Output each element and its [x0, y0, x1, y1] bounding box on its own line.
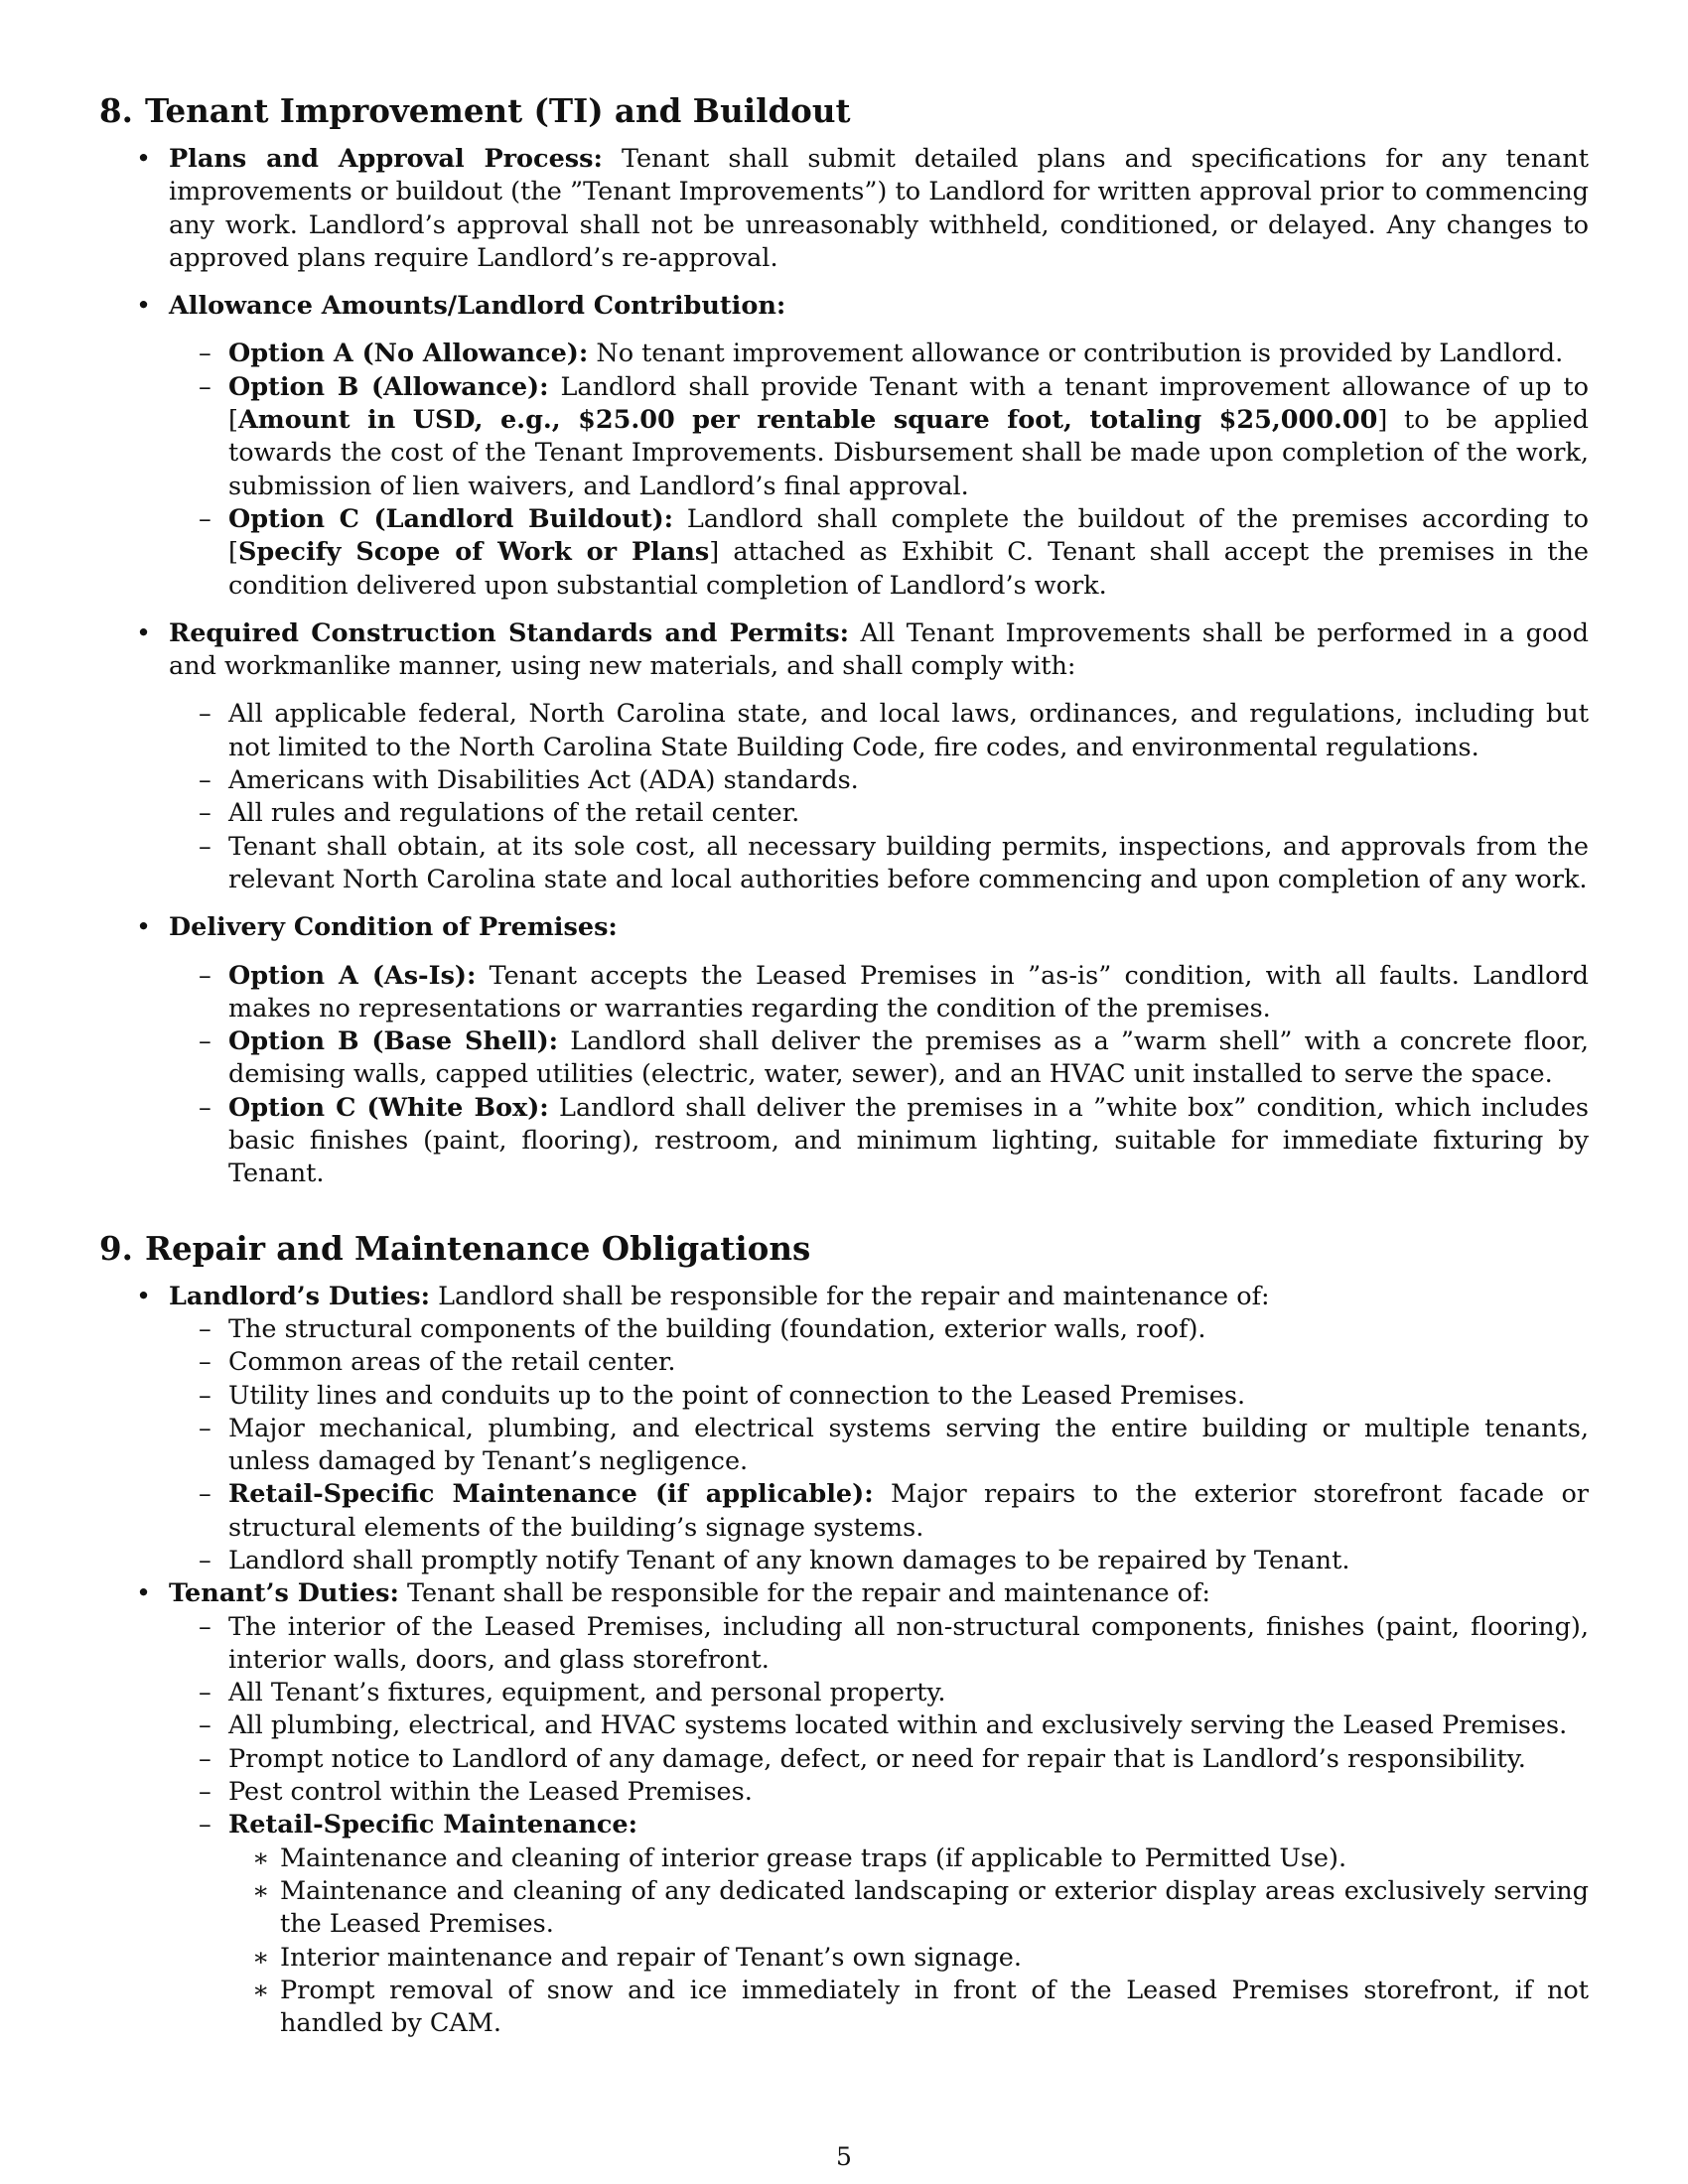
delivery-option-b-text: Landlord shall deliver the premises as a ”warm shell” with a concrete floor, demising walls, capped utilities (electric, water, sewer), and an HVAC unit installed to serve the space.: [228, 1026, 1589, 1090]
plans-approval-label: Plans and Approval Process:: [169, 144, 603, 174]
tenant-retail-maintenance: [169, 1809, 1589, 2040]
list-item: – Major mechanical, plumbing, and electrical systems serving the entire building or multiple tenants, unless damaged by Tenant’s negligence.: [169, 1413, 1589, 1479]
delivery-option-b: [169, 1025, 1589, 1092]
page-number: 5: [836, 2142, 852, 2171]
section-8-list: [99, 143, 1589, 1191]
allowance-option-c-scope: Specify Scope of Work or Plans: [237, 537, 710, 568]
allowance-option-b-text-cont: ] to be applied towards the cost of the Tenant Improvements. Disbursement shall be made upon completion of the work, submission of lien waivers, and Landlord’s final approval.: [228, 405, 1589, 501]
section-9-title: Repair and Maintenance Obligations: [145, 1228, 811, 1268]
standards-list: [169, 698, 1589, 896]
delivery-option-a-text: Tenant accepts the Leased Premises in ”as-is” condition, with all faults. Landlord makes no representations or warranties regarding the condition of the premises.: [228, 960, 1589, 1024]
list-item: – All plumbing, electrical, and HVAC systems located within and exclusively serving the Leased Premises.: [169, 1709, 1589, 1742]
list-item: – Prompt notice to Landlord of any damage, defect, or need for repair that is Landlord’s responsibility.: [169, 1743, 1589, 1776]
tenant-duties-label: Tenant’s Duties:: [169, 1578, 399, 1609]
list-item: ∗ Prompt removal of snow and ice immediately in front of the Leased Premises storefront, if not handled by CAM.: [228, 1975, 1589, 2041]
delivery-option-c-label: Option C (White Box):: [228, 1092, 549, 1123]
landlord-duties-item: [99, 1281, 1589, 1578]
delivery-option-a-label: Option A (As-Is):: [228, 960, 477, 991]
document-page: [99, 91, 1589, 2040]
standards-item: [99, 617, 1589, 896]
delivery-label: Delivery Condition of Premises:: [169, 912, 618, 943]
allowance-option-b-amount: Amount in USD, e.g., $25.00 per rentable square foot, totaling $25,000.00: [237, 405, 1378, 436]
list-item: – The interior of the Leased Premises, including all non-structural components, finishes (paint, flooring), interior walls, doors, and glass storefront.: [169, 1611, 1589, 1678]
list-item: ∗ Maintenance and cleaning of any dedicated landscaping or exterior display areas exclusively serving the Leased Premises.: [228, 1875, 1589, 1942]
tenant-duties-list: [169, 1611, 1589, 2041]
landlord-retail-label: Retail-Specific Maintenance (if applicable):: [228, 1479, 874, 1510]
list-item: – All rules and regulations of the retail center.: [169, 797, 1589, 830]
list-item: – Pest control within the Leased Premises.: [169, 1776, 1589, 1809]
landlord-retail-text: Major repairs to the exterior storefront facade or structural elements of the building’s signage systems.: [228, 1479, 1589, 1543]
plans-approval-text: Tenant shall submit detailed plans and specifications for any tenant improvements or buildout (the ”Tenant Improvements”) to Landlord for written approval prior to commencing any work. Landlord’s approval shall not be unreasonably withheld, conditioned, or delayed. Any changes to approved plans require Landlord’s re-approval.: [169, 144, 1589, 273]
section-9-number: 9.: [99, 1228, 133, 1268]
allowance-option-a: [169, 338, 1589, 370]
allowance-option-b-text: Landlord shall provide Tenant with a tenant improvement allowance of up to [: [228, 371, 1589, 436]
plans-approval-item: [99, 143, 1589, 275]
list-item: – The structural components of the building (foundation, exterior walls, roof).: [169, 1313, 1589, 1346]
landlord-duties-list: [169, 1313, 1589, 1577]
allowance-option-b: [169, 371, 1589, 503]
list-item: – Landlord shall promptly notify Tenant of any known damages to be repaired by Tenant.: [169, 1545, 1589, 1577]
list-item: – All Tenant’s fixtures, equipment, and personal property.: [169, 1677, 1589, 1709]
allowance-label: Allowance Amounts/Landlord Contribution:: [169, 291, 786, 322]
list-item: – Common areas of the retail center.: [169, 1346, 1589, 1379]
allowance-option-c-text-cont: ] attached as Exhibit C. Tenant shall accept the premises in the condition delivered upon substantial completion of Landlord’s work.: [228, 537, 1589, 601]
list-item: – Tenant shall obtain, at its sole cost, all necessary building permits, inspections, and approvals from the relevant North Carolina state and local authorities before commencing and upon completion of any work.: [169, 831, 1589, 897]
delivery-option-c-text: Landlord shall deliver the premises in a ”white box” condition, which includes basic finishes (paint, flooring), restroom, and minimum lighting, suitable for immediate fixturing by Tenant.: [228, 1092, 1589, 1189]
delivery-item: [99, 911, 1589, 1190]
allowance-option-a-text: No tenant improvement allowance or contribution is provided by Landlord.: [588, 339, 1564, 369]
standards-label: Required Construction Standards and Permits:: [169, 617, 850, 648]
list-item: – All applicable federal, North Carolina state, and local laws, ordinances, and regulations, including but not limited to the North Carolina State Building Code, fire codes, and environmental regulations.: [169, 698, 1589, 764]
section-9-heading: [99, 1229, 1589, 1269]
allowance-option-c-label: Option C (Landlord Buildout):: [228, 503, 674, 534]
allowance-option-a-label: Option A (No Allowance):: [228, 339, 589, 369]
delivery-option-a: [169, 960, 1589, 1026]
allowance-option-c-text: Landlord shall complete the buildout of the premises according to [: [228, 503, 1590, 568]
landlord-retail-maintenance: [169, 1478, 1589, 1545]
allowance-option-b-label: Option B (Allowance):: [228, 371, 549, 402]
tenant-retail-label: Retail-Specific Maintenance:: [228, 1810, 638, 1841]
tenant-retail-list: [228, 1843, 1589, 2041]
delivery-option-c: [169, 1092, 1589, 1191]
delivery-option-b-label: Option B (Base Shell):: [228, 1026, 559, 1057]
list-item: – Utility lines and conduits up to the point of connection to the Leased Premises.: [169, 1380, 1589, 1413]
list-item: ∗ Interior maintenance and repair of Tenant’s own signage.: [228, 1942, 1589, 1975]
tenant-duties-text: Tenant shall be responsible for the repair and maintenance of:: [398, 1578, 1211, 1609]
section-8-number: 8.: [99, 91, 133, 130]
tenant-duties-item: [99, 1577, 1589, 2040]
section-9-list: [99, 1281, 1589, 2041]
delivery-options: [169, 960, 1589, 1191]
allowance-option-c: [169, 503, 1589, 603]
section-8-heading: [99, 91, 1589, 131]
landlord-duties-label: Landlord’s Duties:: [169, 1281, 431, 1311]
standards-text: All Tenant Improvements shall be performed in a good and workmanlike manner, using new materials, and shall comply with:: [169, 617, 1589, 682]
list-item: – Americans with Disabilities Act (ADA) standards.: [169, 764, 1589, 797]
list-item: ∗ Maintenance and cleaning of interior grease traps (if applicable to Permitted Use).: [228, 1843, 1589, 1875]
section-8-title: Tenant Improvement (TI) and Buildout: [145, 91, 851, 130]
allowance-item: [99, 290, 1589, 603]
allowance-options: [169, 338, 1589, 602]
landlord-duties-text: Landlord shall be responsible for the repair and maintenance of:: [430, 1281, 1270, 1311]
